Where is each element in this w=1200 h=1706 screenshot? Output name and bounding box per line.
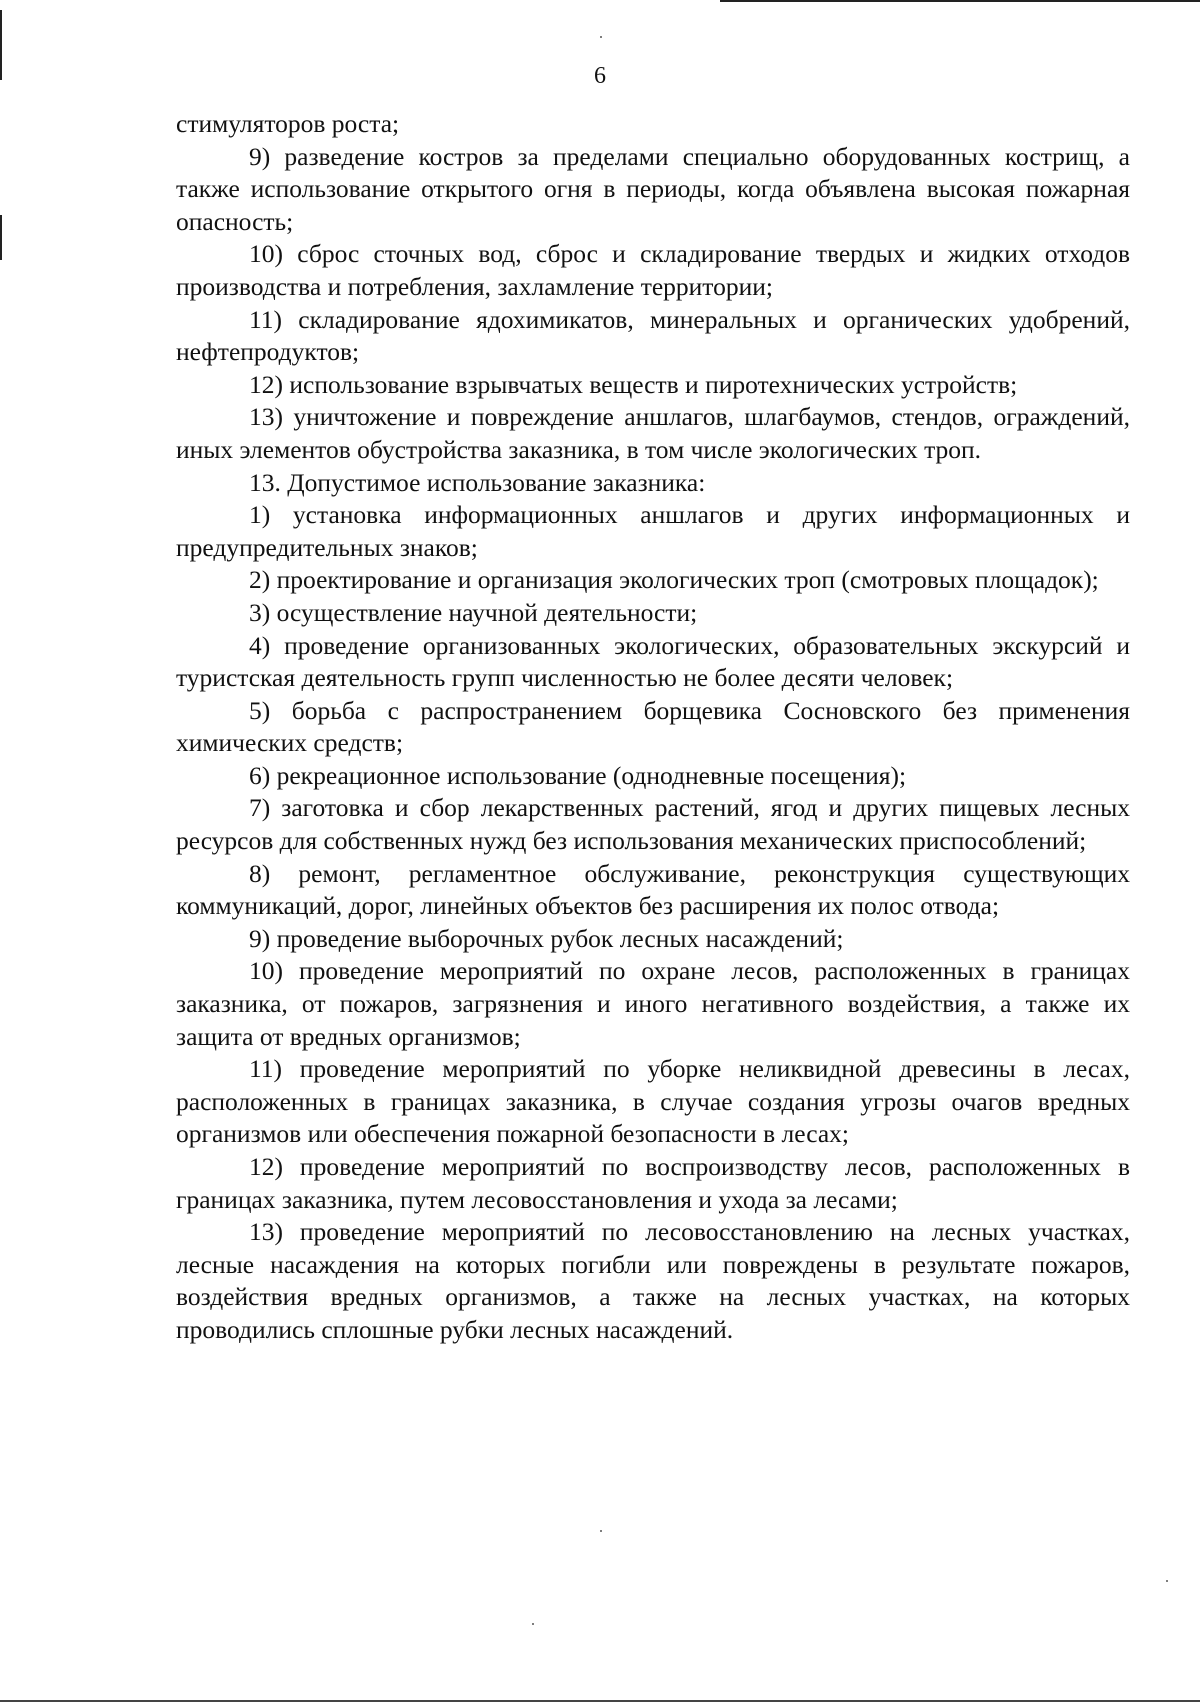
scan-edge-bottom <box>0 1700 1200 1702</box>
paragraph: 13. Допустимое использование заказника: <box>249 467 706 497</box>
scan-speck <box>532 1623 534 1625</box>
paragraph: 4) проведение организованных экологических, образовательных экскурсий и туристская деятельность групп численностью не более десяти человек; <box>176 630 1130 693</box>
paragraph: 9) разведение костров за пределами специально оборудованных кострищ, а также использование открытого огня в периоды, когда объявлена высокая пожарная опасность; <box>176 141 1130 236</box>
paragraph: 10) сброс сточных вод, сброс и складирование твердых и жидких отходов производства и потребления, захламление территории; <box>176 239 1130 301</box>
scan-speck <box>1166 1580 1168 1582</box>
paragraph: 13) проведение мероприятий по лесовосстановлению на лесных участках, лесные насаждения на которых погибли или повреждены в результате пожаров, воздействия вредных организмов, а также на лесных участках, на которых проводились сплошные рубки лесных насаждений. <box>176 1217 1130 1344</box>
paragraph: 1) установка информационных аншлагов и других информационных и предупредительных знаков; <box>176 500 1130 562</box>
page-number: 6 <box>594 63 606 89</box>
paragraph: стимуляторов роста; <box>176 109 400 138</box>
paragraph: 7) заготовка и сбор лекарственных растений, ягод и других пищевых лесных ресурсов для собственных нужд без использования механических приспособлений; <box>176 793 1130 856</box>
scan-speck <box>600 36 602 38</box>
paragraph: 10) проведение мероприятий по охране лесов, расположенных в границах заказника, от пожаров, загрязнения и иного негативного воздействия, а также их защита от вредных организмов; <box>176 956 1130 1051</box>
paragraph: 8) ремонт, регламентное обслуживание, реконструкция существующих коммуникаций, дорог, линейных объектов без расширения их полос отвода; <box>176 858 1130 921</box>
paragraph: 5) борьба с распространением борщевика Сосновского без применения химических средств; <box>176 695 1130 758</box>
paragraph: 13) уничтожение и повреждение аншлагов, шлагбаумов, стендов, ограждений, иных элементов обустройства заказника, в том числе экологических троп. <box>176 402 1130 464</box>
paragraph: 11) проведение мероприятий по уборке неликвидной древесины в лесах, расположенных в границах заказника, в случае создания угрозы очагов вредных организмов или обеспечения пожарной безопасности в лесах; <box>176 1054 1130 1149</box>
paragraph: 12) проведение мероприятий по воспроизводству лесов, расположенных в границах заказника, путем лесовосстановления и ухода за лесами; <box>176 1152 1130 1214</box>
paragraph: 2) проектирование и организация экологических троп (смотровых площадок); <box>249 565 1099 595</box>
scan-speck <box>600 1530 602 1532</box>
paragraph: 6) рекреационное использование (однодневные посещения); <box>249 760 907 790</box>
scan-edge-left-lower <box>0 215 2 260</box>
paragraph: 11) складирование ядохимикатов, минеральных и органических удобрений, нефтепродуктов; <box>176 304 1130 367</box>
scan-edge-top <box>720 0 1200 2</box>
paragraph: 3) осуществление научной деятельности; <box>249 597 698 627</box>
paragraph: 9) проведение выборочных рубок лесных насаждений; <box>249 923 844 953</box>
document-body <box>176 108 1130 1347</box>
paragraph: 12) использование взрывчатых веществ и пиротехнических устройств; <box>249 369 1018 399</box>
